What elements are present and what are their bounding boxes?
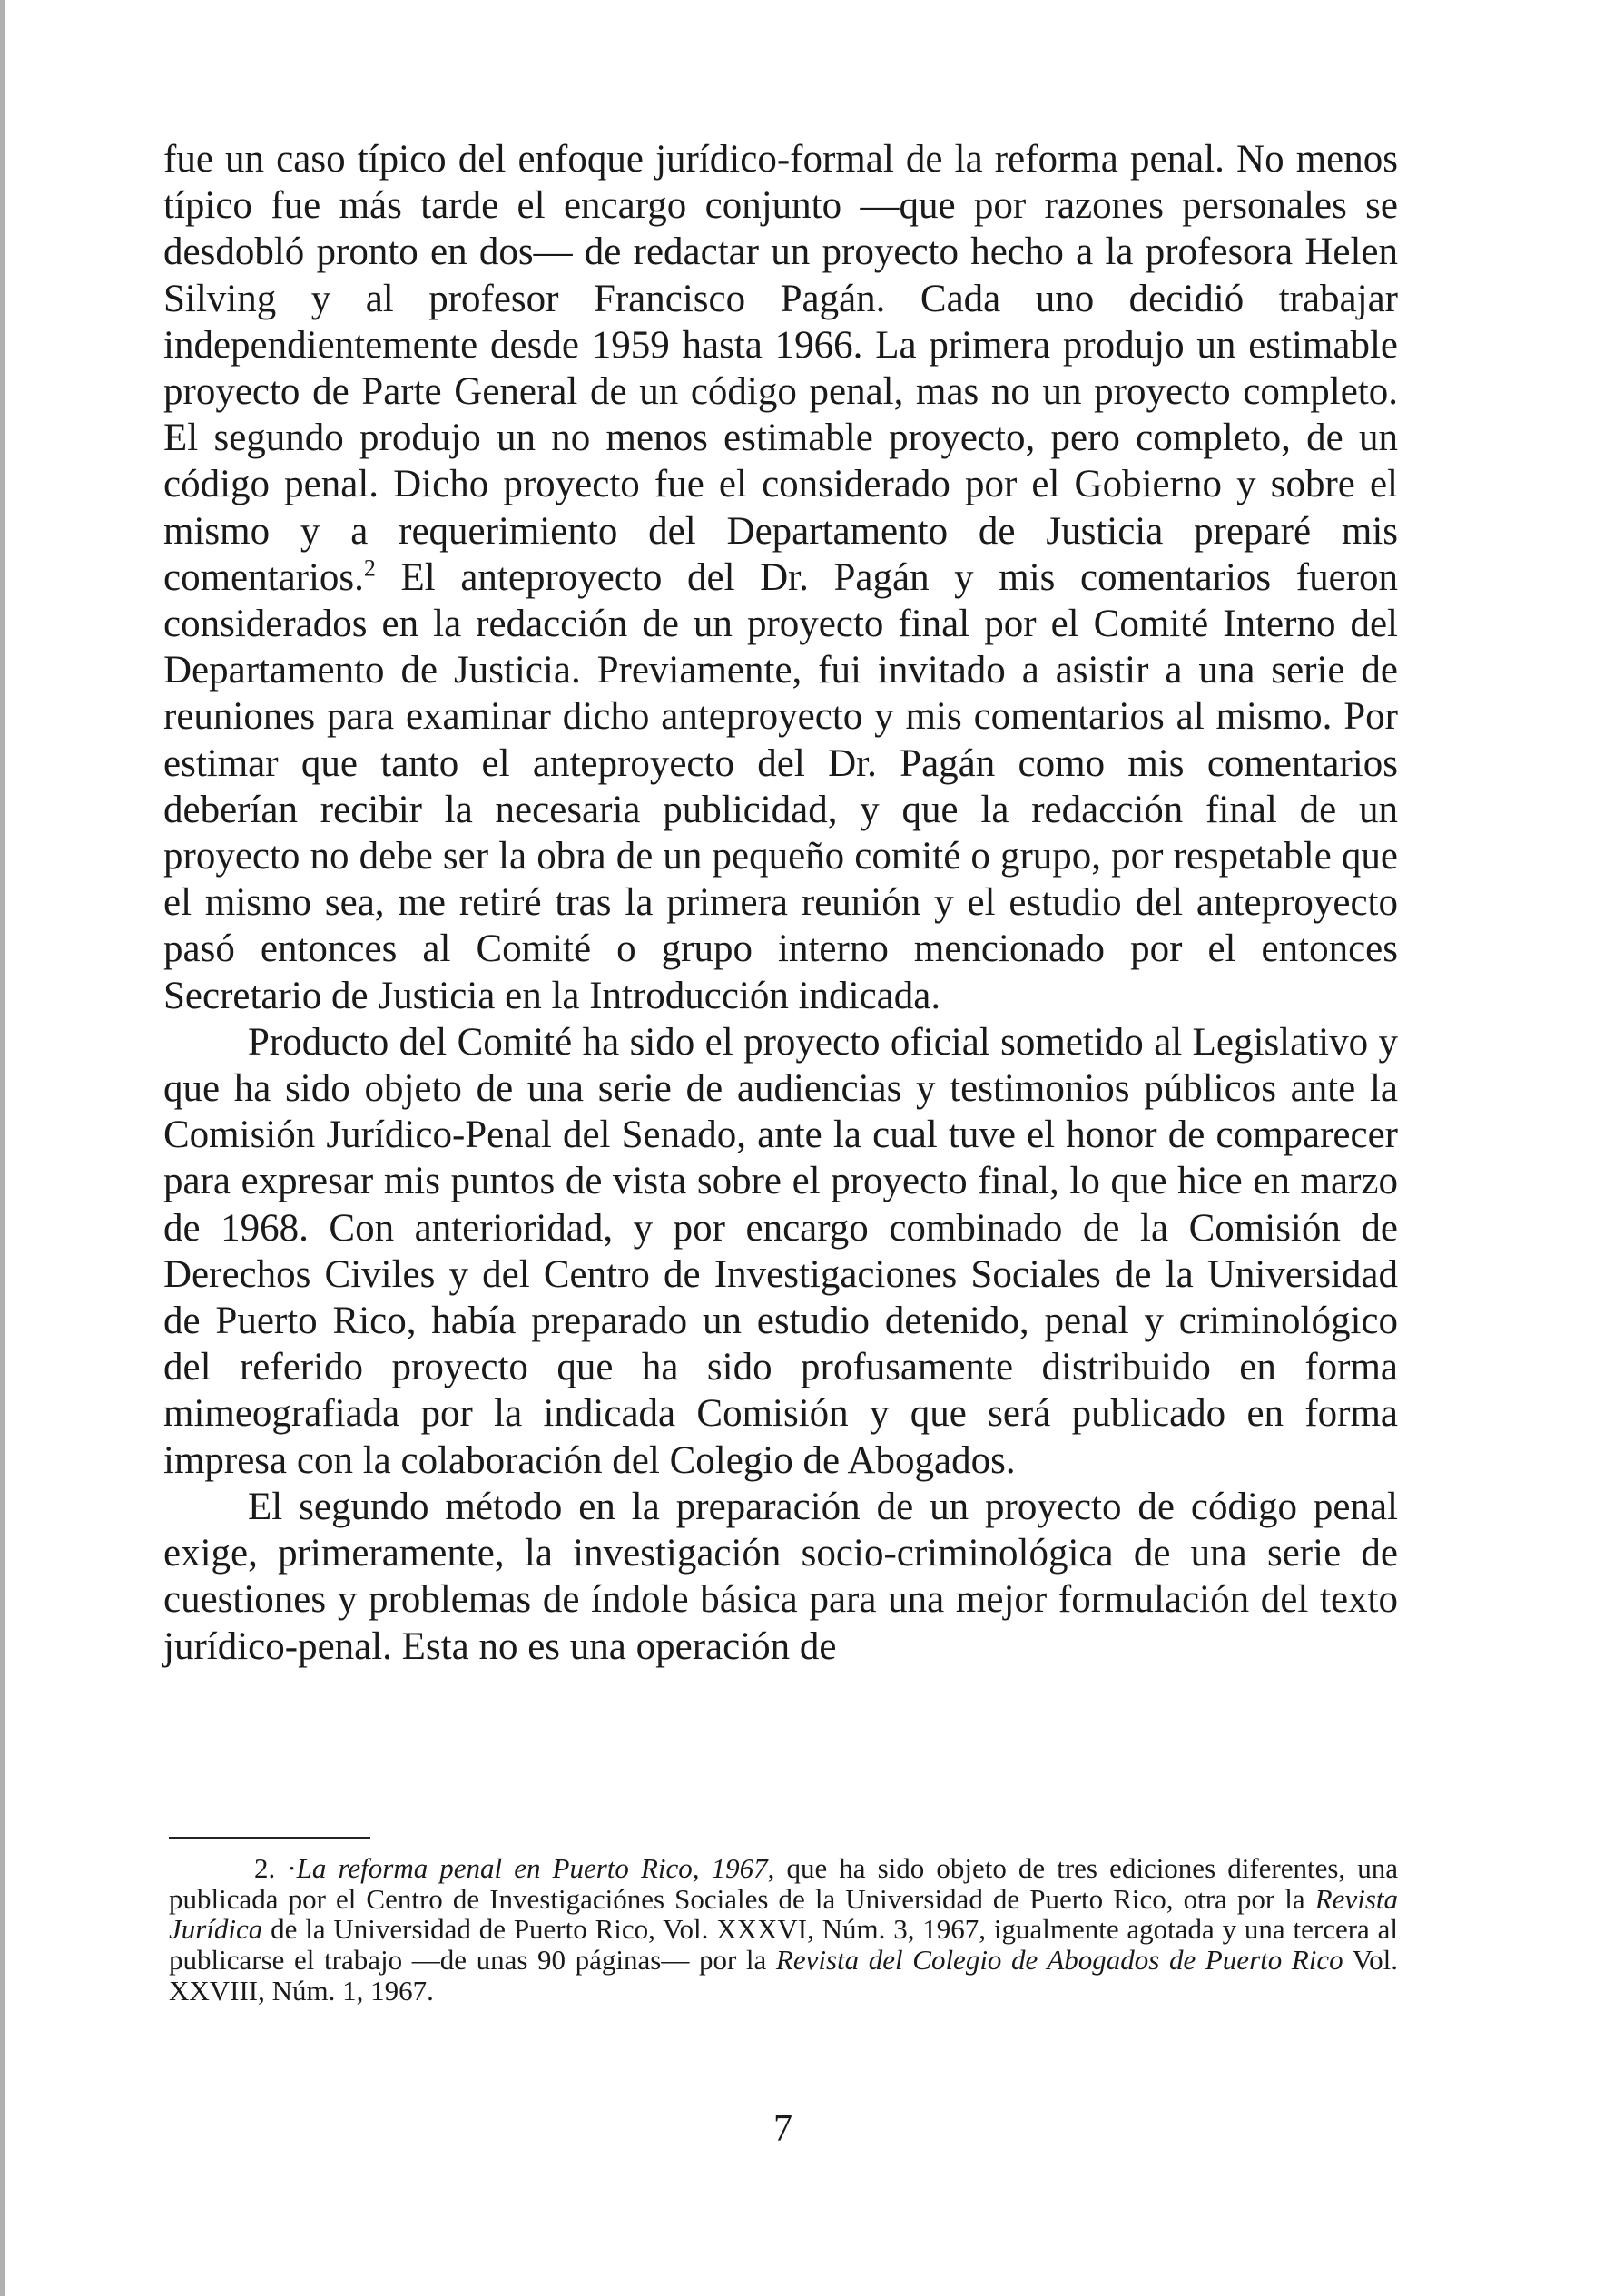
paragraph-1 — [163, 136, 1398, 1019]
paragraph-1-text: fue un caso típico del enfoque jurídico-formal de la reforma penal. No menos típico fue más tarde el encargo conjunto —que por razones personales se desdobló pronto en dos— de redactar un proyecto hecho a la profesora Helen Silving y al profesor Francisco Pagán. Cada uno decidió trabajar independientemente desde 1959 hasta 1966. La primera produjo un estimable proyecto de Parte General de un código penal, mas no un proyecto completo. El segundo produjo un no menos estimable proyecto, pero completo, de un código penal. Dicho proyecto fue el considerado por el Gobierno y sobre el mismo y a requerimiento del Departamento de Justicia preparé mis comentarios. — [163, 138, 1398, 599]
paragraph-2: Producto del Comité ha sido el proyecto oficial sometido al Legislativo y que ha sido objeto de una serie de audiencias y testimonios públicos ante la Comisión Jurídico-Penal del Senado, ante la cual tuve el honor de comparecer para expresar mis puntos de vista sobre el proyecto final, lo que hice en marzo de 1968. Con anterioridad, y por encargo combinado de la Comisión de Derechos Civiles y del Centro de Investigaciones Sociales de la Universidad de Puerto Rico, había preparado un estudio detenido, penal y criminológico del referido proyecto que ha sido profusamente distribuido en forma mimeografiada por la indicada Comisión y que será publicado en forma impresa con la colaboración del Colegio de Abogados. — [163, 1020, 1398, 1482]
footnote-number: 2. · — [254, 1852, 297, 1884]
paragraph-1-text-cont: El anteproyecto del Dr. Pagán y mis comentarios fueron considerados en la redacción de un proyecto final por el Comité Interno del Departamento de Justicia. Previamente, fui invitado a asistir a una serie de reuniones para examinar dicho anteproyecto y mis comentarios al mismo. Por estimar que tanto el anteproyecto del Dr. Pagán como mis comentarios deberían recibir la necesaria publicidad, y que la redacción final de un proyecto no debe ser la obra de un pequeño comité o grupo, por respetable que el mismo sea, me retiré tras la primera reunión y el estudio del anteproyecto pasó entonces al Comité o grupo interno mencionado por el entonces Secretario de Justicia en la Introducción indicada. — [163, 555, 1398, 1017]
footnote-text-2: de la Universidad de Puerto Rico, Vol. XXXVI, Núm. 3, 1967, igualmente agotada y una tercera al publicarse el trabajo —de unas 90 páginas— por la — [169, 1913, 1398, 1977]
footnote-text-1: , que ha sido objeto de tres ediciones diferentes, una publicada por el Centro de Investigaciónes Sociales de la Universidad de Puerto Rico, otra por la — [169, 1852, 1398, 1915]
footnote-title-1: La reforma penal en Puerto Rico, 1967 — [296, 1852, 768, 1884]
footnote-text-3: Vol. XXVIII, Núm. 1, 1967. — [169, 1944, 1399, 2007]
body-text — [163, 136, 1398, 1670]
footnote-2 — [169, 1853, 1398, 2007]
paragraph-3: El segundo método en la preparación de un proyecto de código penal exige, primeramente, la investigación socio-criminológica de una serie de cuestiones y problemas de índole básica para una mejor formulación del texto jurídico-penal. Esta no es una operación de — [163, 1485, 1398, 1668]
footnote-ref: 2 — [363, 554, 376, 582]
page-number: 7 — [773, 2108, 792, 2150]
footnote-title-2: Revista Jurídica — [169, 1882, 1398, 1946]
footnote-title-3: Revista del Colegio de Abogados de Puerto Rico — [775, 1944, 1343, 1977]
footnote-divider — [169, 1837, 370, 1839]
page-edge — [0, 0, 5, 2296]
